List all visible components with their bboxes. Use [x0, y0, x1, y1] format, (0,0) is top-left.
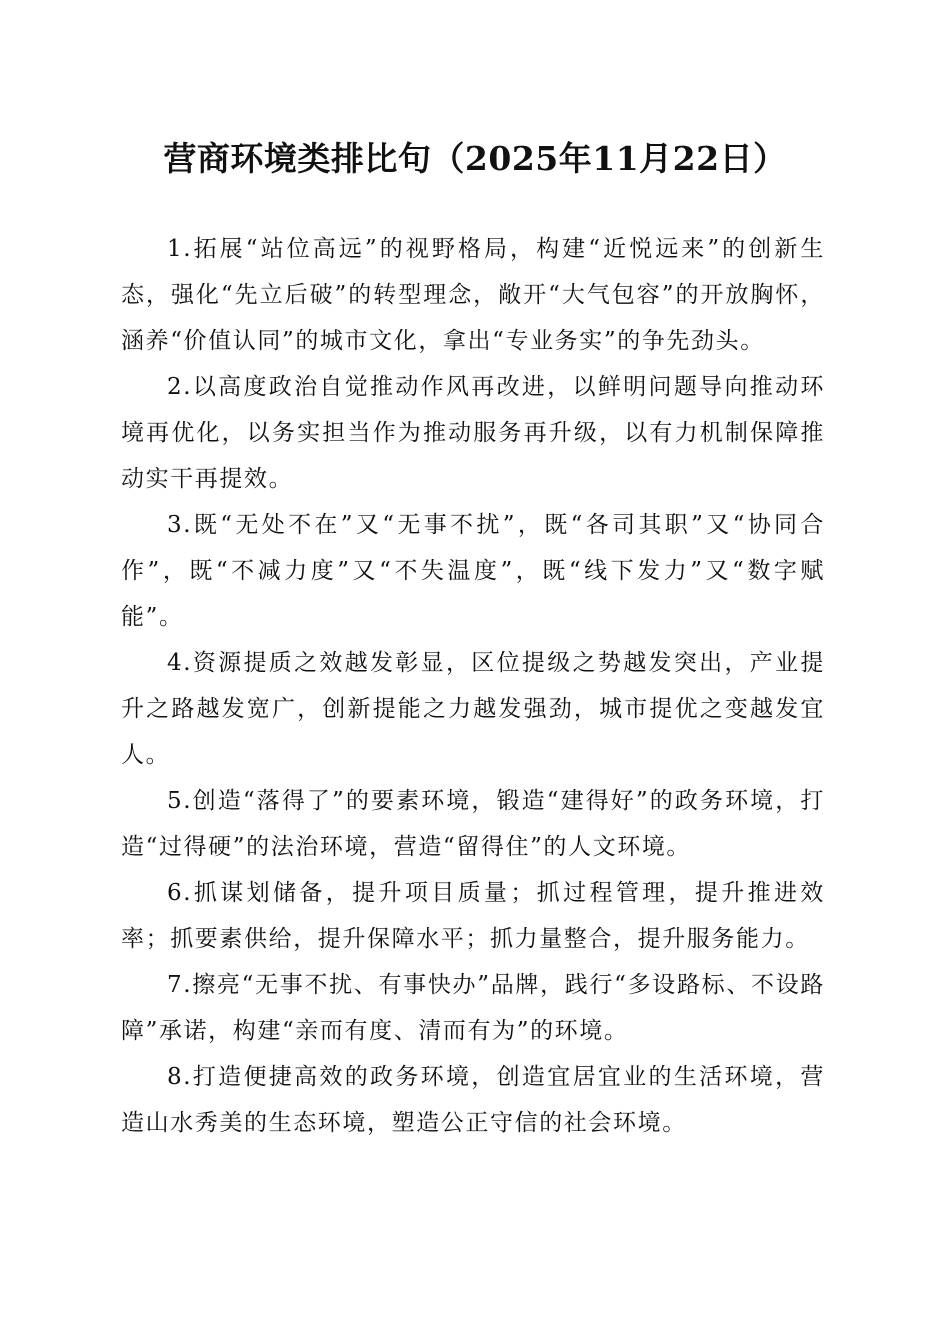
paragraph-8: 8.打造便捷高效的政务环境，创造宜居宜业的生活环境，营造山水秀美的生态环境，塑造公正守信的社会环境。	[121, 1064, 825, 1136]
paragraph-2: 2.以高度政治自觉推动作风再改进，以鲜明问题导向推动环境再优化，以务实担当作为推动服务再升级，以有力机制保障推动实干再提效。	[121, 374, 825, 492]
document-body	[121, 226, 825, 1146]
document-title: 营商环境类排比句（2025年11月22日）	[163, 139, 787, 178]
paragraph-3: 3.既“无处不在”又“无事不扰”，既“各司其职”又“协同合作”，既“不减力度”又“不失温度”，既“线下发力”又“数字赋能”。	[121, 512, 825, 630]
paragraph-6: 6.抓谋划储备，提升项目质量；抓过程管理，提升推进效率；抓要素供给，提升保障水平；抓力量整合，提升服务能力。	[121, 880, 825, 952]
paragraph-1: 1.拓展“站位高远”的视野格局，构建“近悦远来”的创新生态，强化“先立后破”的转型理念，敞开“大气包容”的开放胸怀，涵养“价值认同”的城市文化，拿出“专业务实”的争先劲头。	[121, 236, 825, 354]
paragraph-5: 5.创造“落得了”的要素环境，锻造“建得好”的政务环境，打造“过得硬”的法治环境，营造“留得住”的人文环境。	[121, 788, 825, 860]
paragraph-4: 4.资源提质之效越发彰显，区位提级之势越发突出，产业提升之路越发宽广，创新提能之力越发强劲，城市提优之变越发宜人。	[121, 650, 825, 768]
paragraph-7: 7.擦亮“无事不扰、有事快办”品牌，践行“多设路标、不设路障”承诺，构建“亲而有度、清而有为”的环境。	[121, 972, 825, 1044]
